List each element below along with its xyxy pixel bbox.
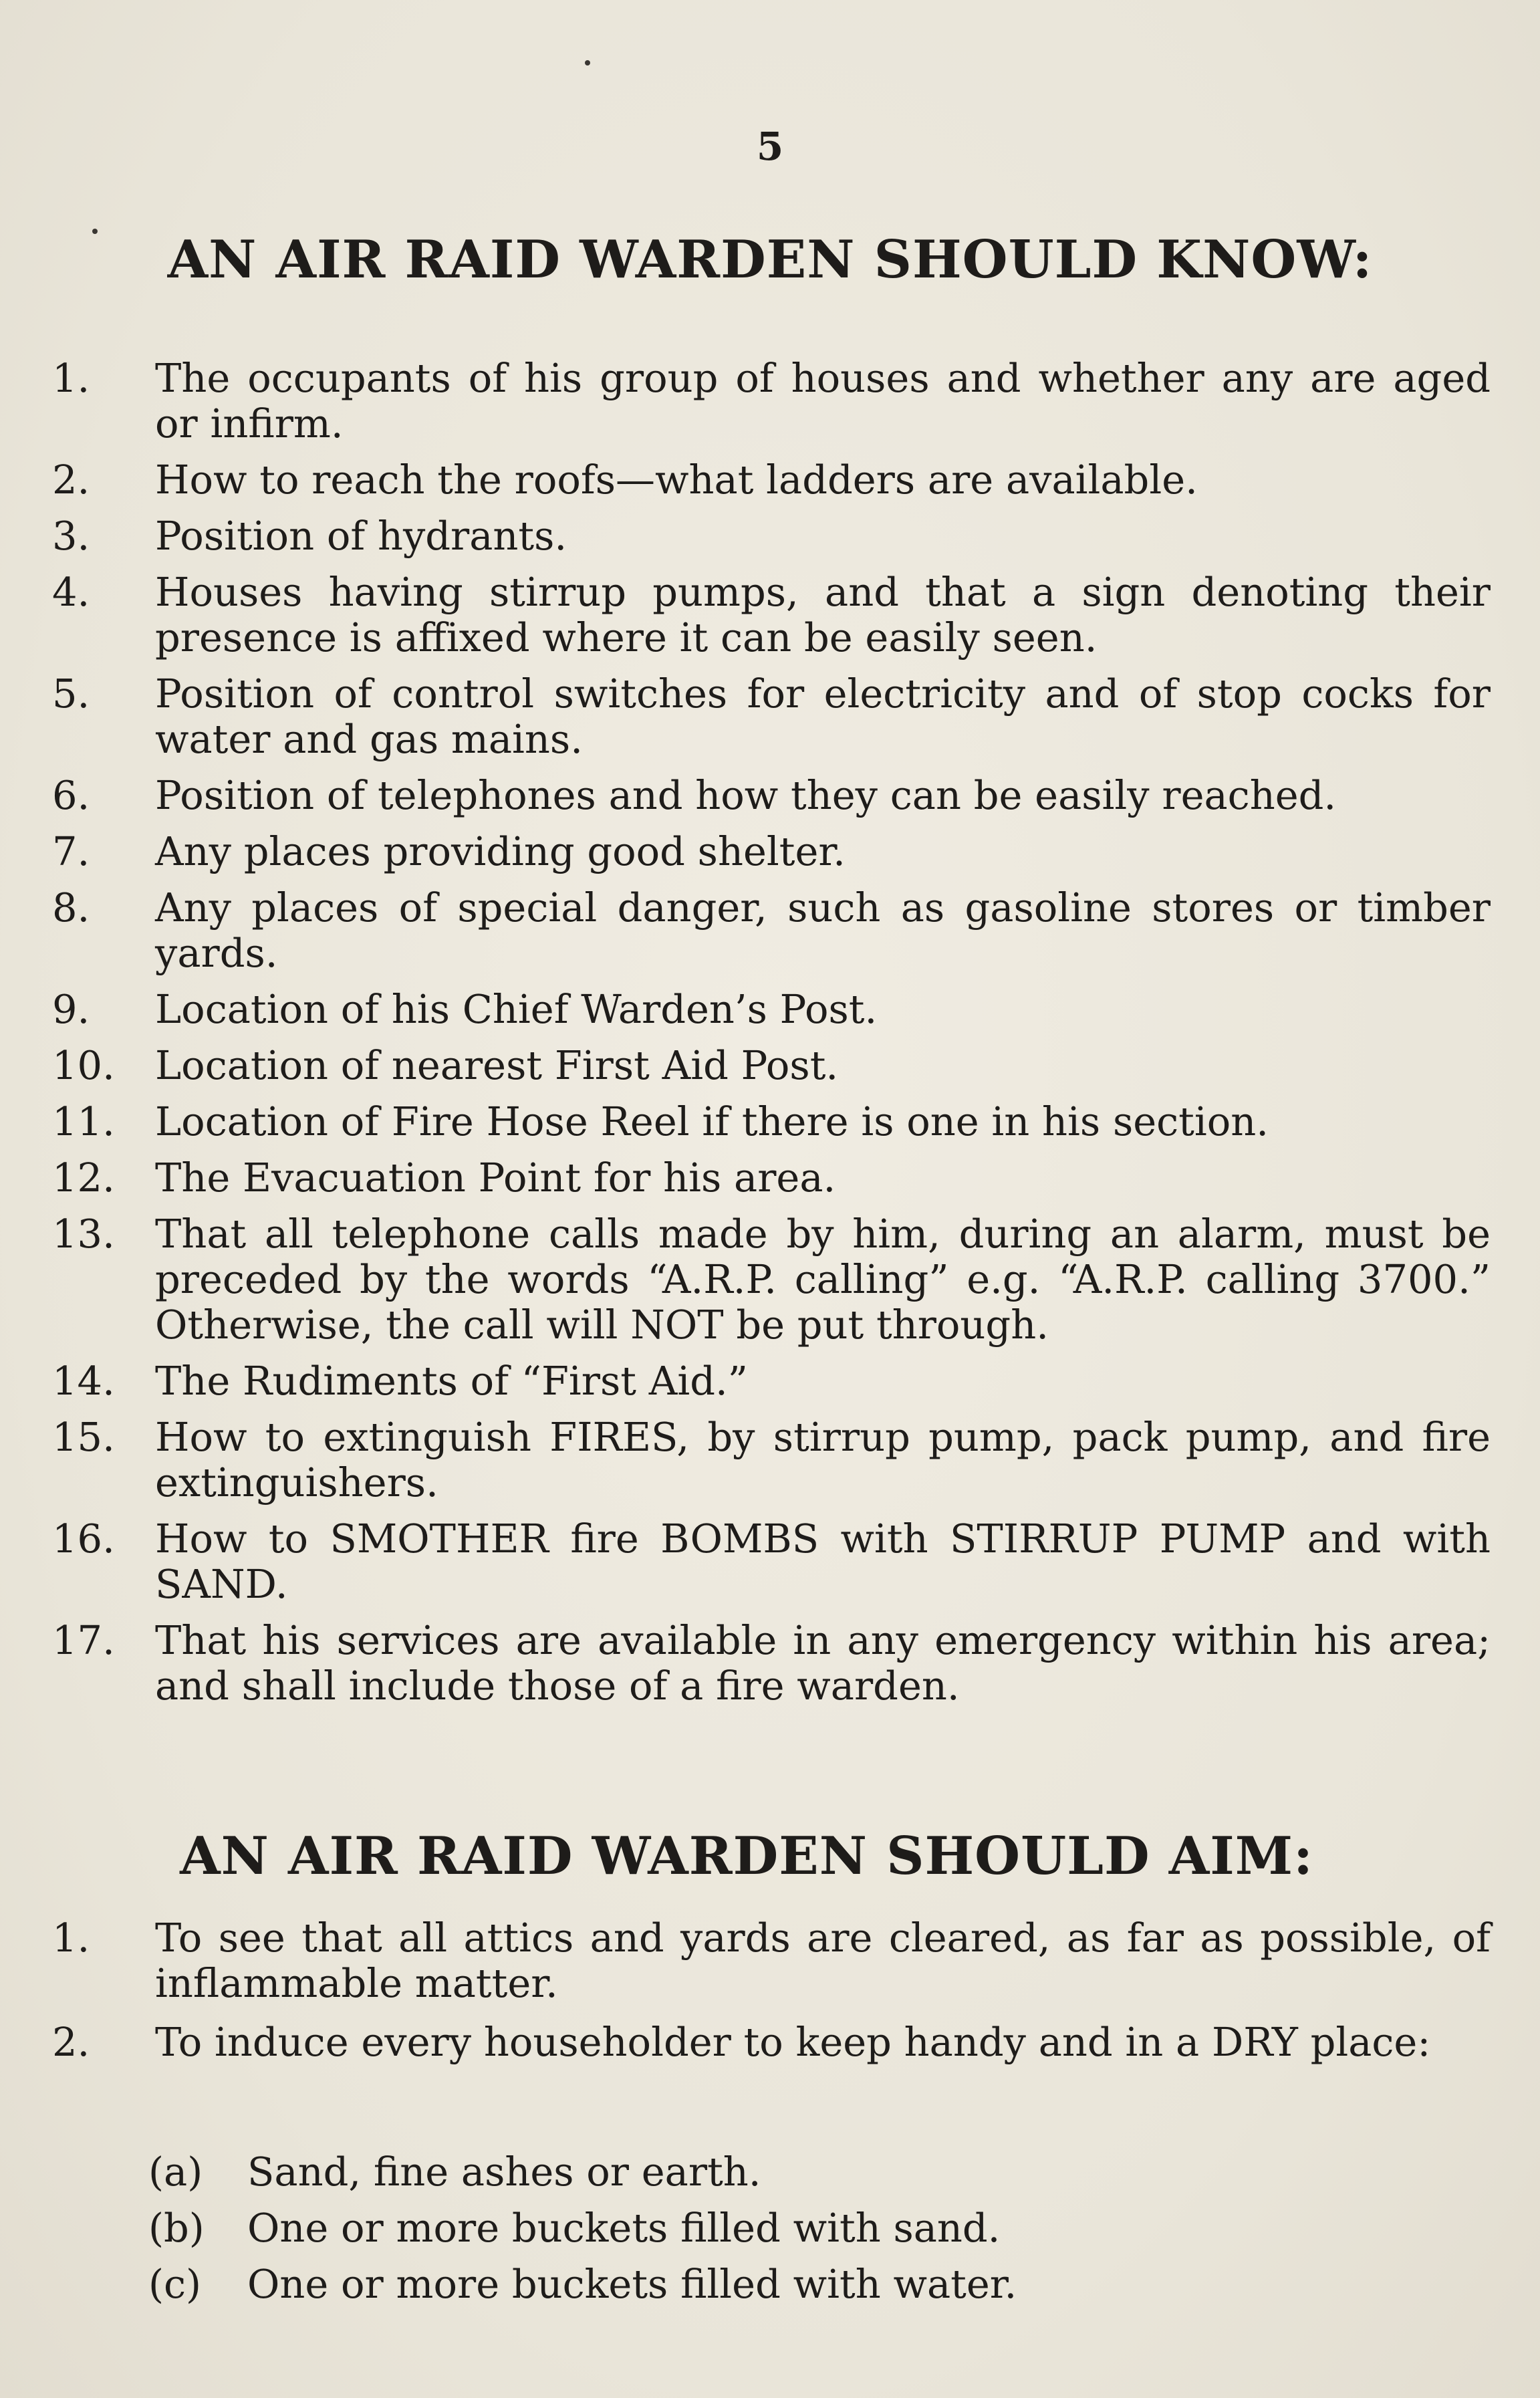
subitem-letter: (c) bbox=[148, 2261, 202, 2307]
item-number: 4. bbox=[52, 569, 90, 615]
item-number: 8. bbox=[52, 884, 90, 931]
list-item bbox=[40, 671, 1491, 762]
item-text: The Rudiments of “First Aid.” bbox=[155, 1358, 748, 1404]
item-text: The Evacuation Point for his area. bbox=[155, 1155, 836, 1201]
item-number: 9. bbox=[52, 986, 90, 1032]
item-number: 17. bbox=[52, 1617, 115, 1663]
subitem-text: One or more buckets filled with water. bbox=[247, 2261, 1017, 2307]
subitem-text: One or more buckets filled with sand. bbox=[247, 2205, 1001, 2251]
item-number: 1. bbox=[52, 1915, 90, 1961]
sublist-item bbox=[148, 2262, 1418, 2307]
item-text: How to reach the roofs—what ladders are available. bbox=[155, 457, 1198, 503]
list-item bbox=[40, 885, 1491, 976]
paper-speck bbox=[585, 60, 590, 66]
list-item bbox=[40, 987, 1491, 1032]
item-text: Houses having stirrup pumps, and that a sign denoting their presence is affixed where it can be easily seen. bbox=[155, 569, 1491, 661]
list-item bbox=[40, 1915, 1491, 2006]
list-item bbox=[40, 356, 1491, 447]
list-item bbox=[40, 2020, 1491, 2065]
item-text: To see that all attics and yards are cleared, as far as possible, of inflammable matter. bbox=[155, 1915, 1491, 2006]
list-item bbox=[40, 513, 1491, 559]
subitem-text: Sand, fine ashes or earth. bbox=[247, 2149, 761, 2195]
item-text: That all telephone calls made by him, during an alarm, must be preceded by the words “A.R.P. calling” e.g. “A.R.P. calling 3700.” Otherwise, the call will NOT be put through. bbox=[155, 1211, 1491, 1348]
item-number: 13. bbox=[52, 1211, 115, 1257]
list-item bbox=[40, 1211, 1491, 1348]
item-number: 15. bbox=[52, 1414, 115, 1460]
heading-should-know: AN AIR RAID WARDEN SHOULD KNOW: bbox=[167, 229, 1373, 290]
heading-should-aim: AN AIR RAID WARDEN SHOULD AIM: bbox=[180, 1826, 1313, 1887]
item-number: 11. bbox=[52, 1098, 115, 1145]
paper-speck bbox=[92, 229, 98, 234]
list-item bbox=[40, 1618, 1491, 1709]
item-number: 14. bbox=[52, 1358, 115, 1404]
list-item bbox=[40, 1155, 1491, 1201]
item-number: 7. bbox=[52, 828, 90, 874]
item-number: 2. bbox=[52, 457, 90, 503]
item-text: How to extinguish FIRES, by stirrup pump, pack pump, and fire extinguishers. bbox=[155, 1414, 1491, 1506]
item-text: Position of telephones and how they can be easily reached. bbox=[155, 772, 1337, 818]
item-text: Any places providing good shelter. bbox=[155, 828, 846, 874]
item-text: Position of hydrants. bbox=[155, 513, 567, 559]
list-item bbox=[40, 1516, 1491, 1607]
should-know-list bbox=[40, 356, 1491, 1719]
item-number: 5. bbox=[52, 671, 90, 717]
dry-place-sublist bbox=[148, 2149, 1418, 2318]
item-number: 6. bbox=[52, 772, 90, 818]
should-aim-list bbox=[40, 1915, 1491, 2078]
item-text: How to SMOTHER fire BOMBS with STIRRUP PUMP and with SAND. bbox=[155, 1516, 1491, 1607]
list-item bbox=[40, 1099, 1491, 1145]
item-text: To induce every householder to keep handy and in a DRY place: bbox=[155, 2019, 1431, 2065]
item-number: 16. bbox=[52, 1516, 115, 1562]
list-item bbox=[40, 1415, 1491, 1506]
list-item bbox=[40, 829, 1491, 874]
list-item bbox=[40, 1043, 1491, 1088]
list-item bbox=[40, 570, 1491, 661]
item-text: Position of control switches for electricity and of stop cocks for water and gas mains. bbox=[155, 671, 1491, 762]
item-text: Location of nearest First Aid Post. bbox=[155, 1042, 839, 1088]
item-number: 12. bbox=[52, 1155, 115, 1201]
list-item bbox=[40, 773, 1491, 818]
item-text: Location of his Chief Warden’s Post. bbox=[155, 986, 878, 1032]
item-number: 10. bbox=[52, 1042, 115, 1088]
list-item bbox=[40, 1358, 1491, 1404]
sublist-item bbox=[148, 2149, 1418, 2195]
subitem-letter: (a) bbox=[148, 2149, 203, 2195]
item-text: The occupants of his group of houses and whether any are aged or infirm. bbox=[155, 355, 1491, 447]
subitem-letter: (b) bbox=[148, 2205, 205, 2251]
item-text: Any places of special danger, such as gasoline stores or timber yards. bbox=[155, 884, 1491, 976]
list-item bbox=[40, 457, 1491, 503]
item-number: 3. bbox=[52, 513, 90, 559]
page-number: 5 bbox=[756, 124, 784, 169]
item-number: 2. bbox=[52, 2019, 90, 2065]
item-number: 1. bbox=[52, 355, 90, 401]
item-text: Location of Fire Hose Reel if there is one in his section. bbox=[155, 1098, 1269, 1145]
item-text: That his services are available in any emergency within his area; and shall include those of a fire warden. bbox=[155, 1617, 1491, 1709]
sublist-item bbox=[148, 2205, 1418, 2251]
